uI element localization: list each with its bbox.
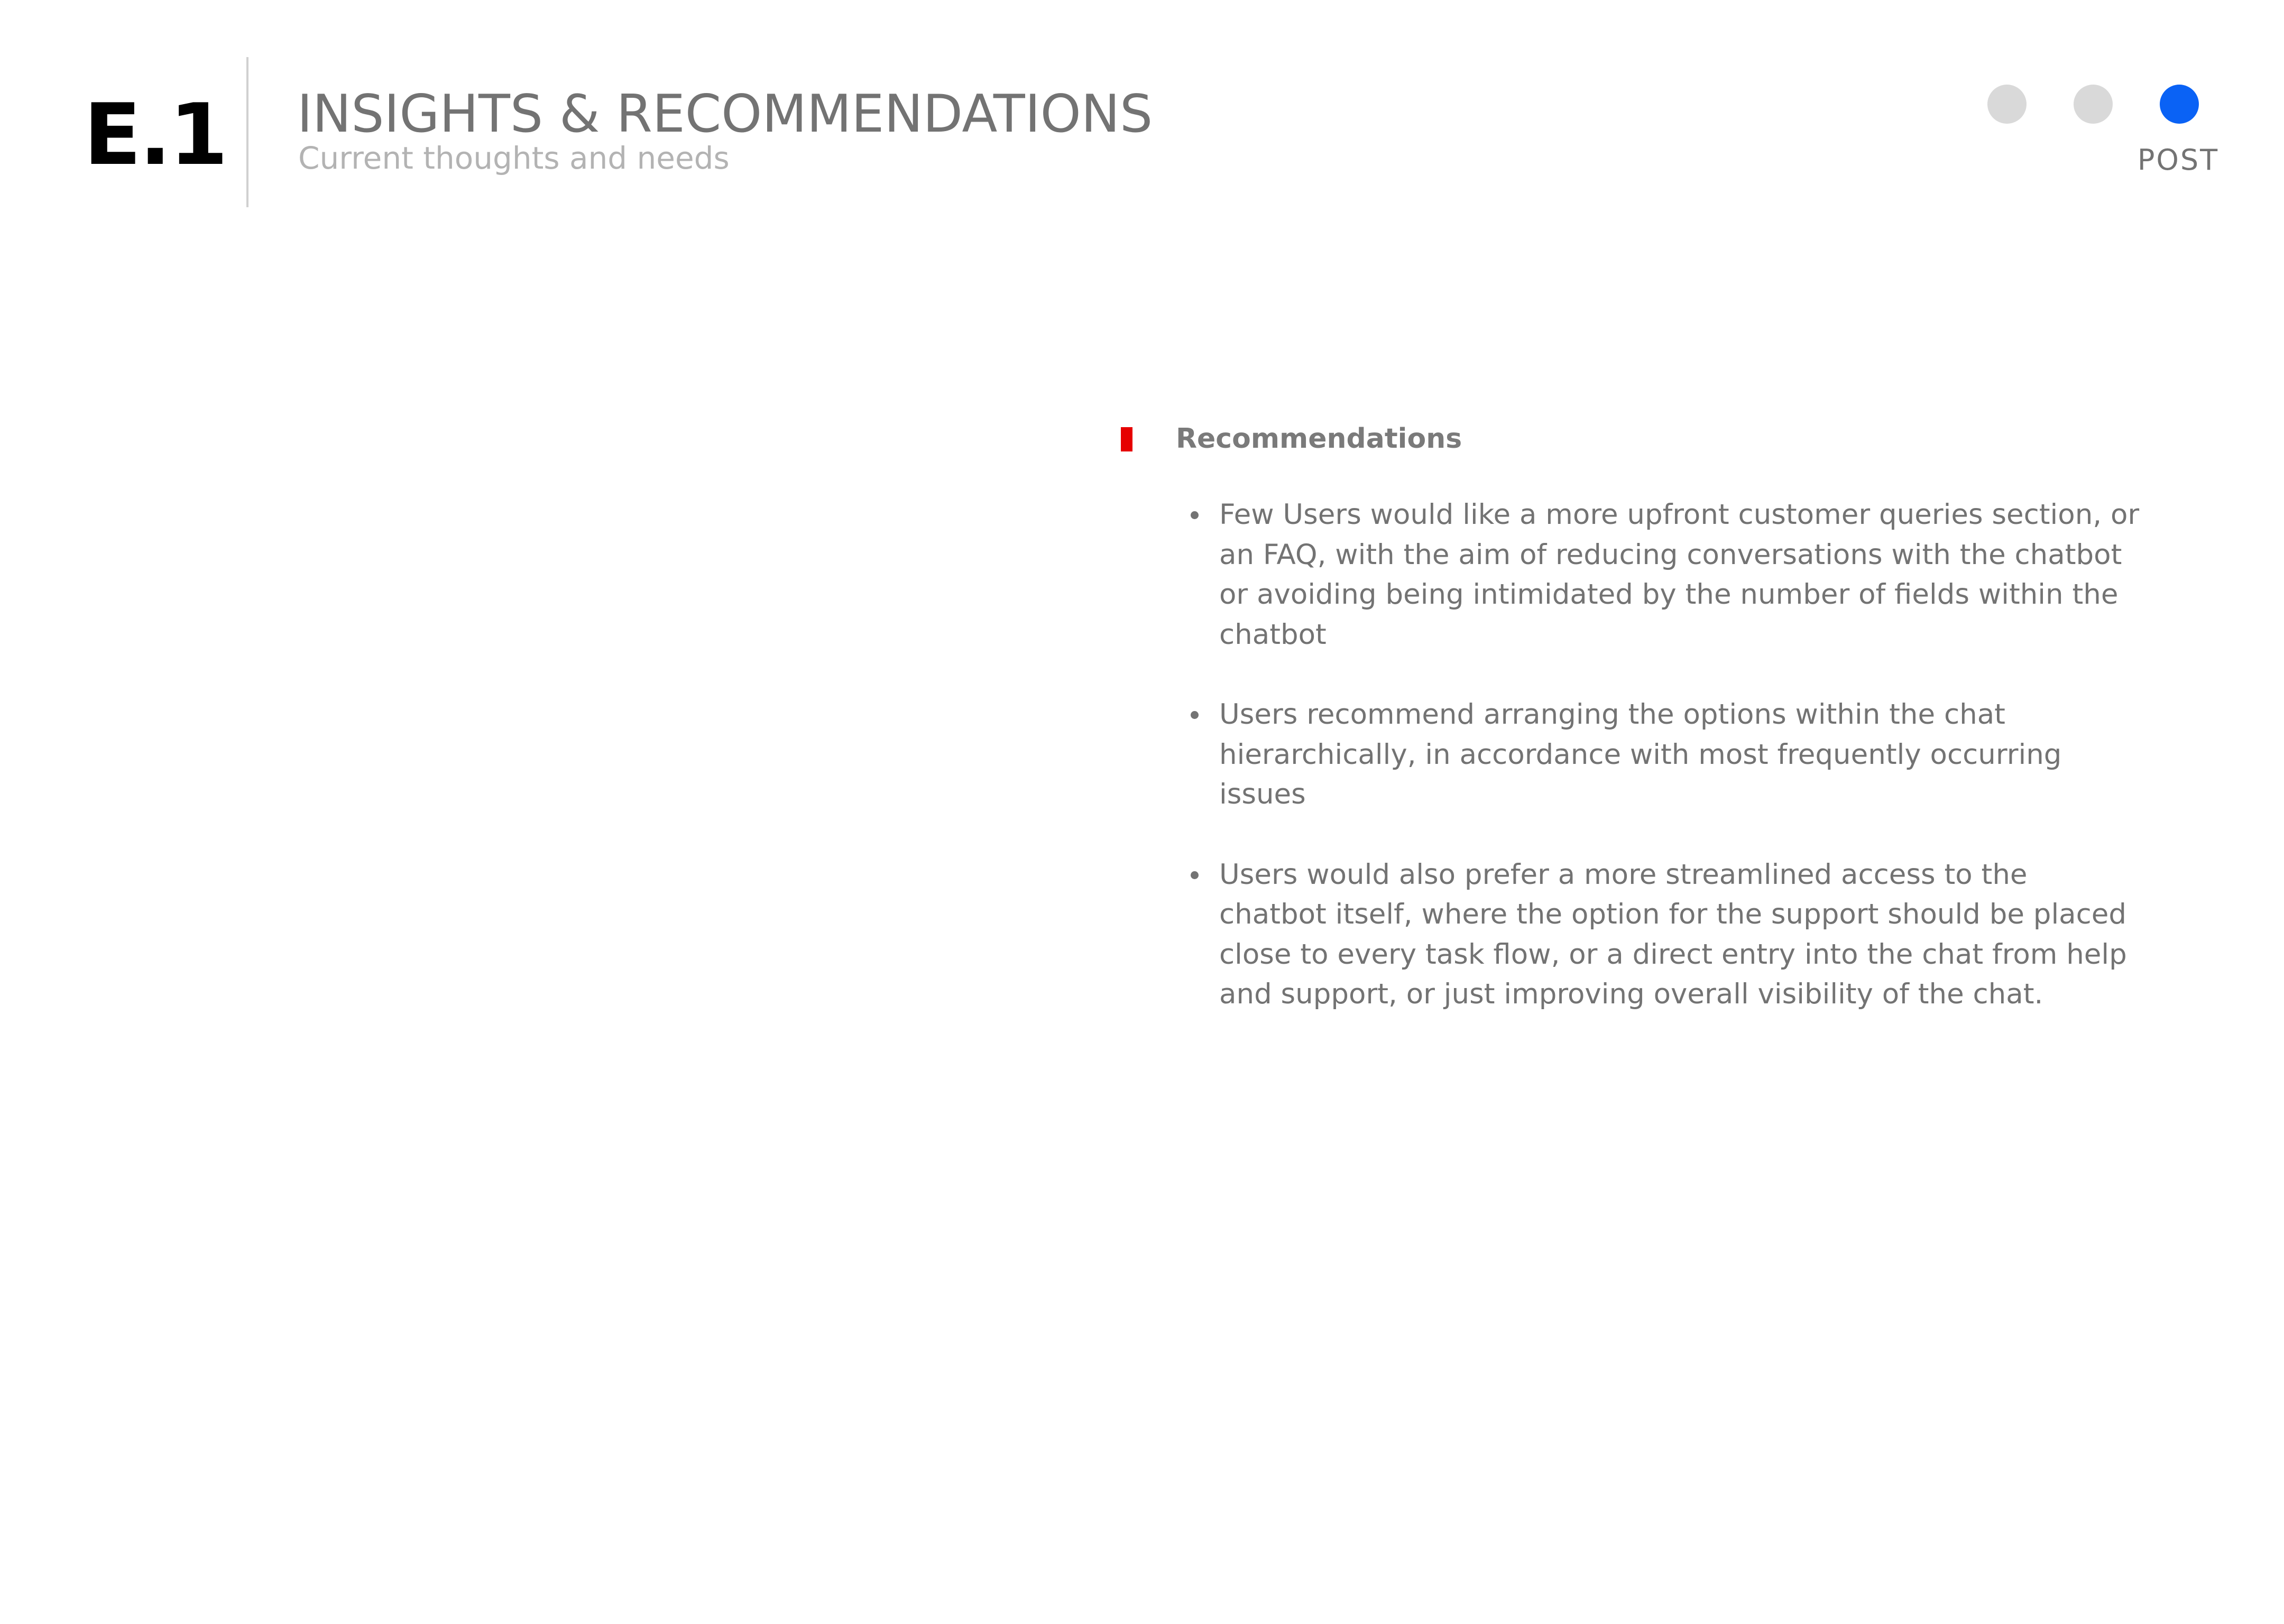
recommendation-text: Users would also prefer a more streamlined access to the chatbot itself, where the option for the support should be placed close to every task flow, or a direct entry into the chat from help and support, or just improving overall visibility of the chat. bbox=[1219, 858, 2127, 1010]
section-code: E.1 bbox=[84, 85, 226, 184]
recommendations-heading: Recommendations bbox=[1176, 423, 1462, 455]
progress-step-label: POST bbox=[2137, 143, 2219, 177]
recommendations-list bbox=[1190, 495, 2141, 1055]
page-title: INSIGHTS & RECOMMENDATIONS bbox=[297, 84, 1153, 144]
progress-step-1-dot bbox=[1987, 85, 2027, 124]
recommendation-text: Users recommend arranging the options within the chat hierarchically, in accordance with most frequently occurring issues bbox=[1219, 698, 2062, 810]
recommendation-item bbox=[1190, 695, 2141, 815]
progress-step-2-dot bbox=[2074, 85, 2113, 124]
progress-step-3-dot-active bbox=[2160, 85, 2199, 124]
header-divider bbox=[246, 57, 248, 207]
page-subtitle: Current thoughts and needs bbox=[298, 140, 730, 176]
recommendation-text: Few Users would like a more upfront customer queries section, or an FAQ, with the aim of reducing conversations with the chatbot or avoiding being intimidated by the number of fields within the chatbot bbox=[1219, 499, 2140, 651]
bullet-icon bbox=[1191, 511, 1199, 519]
bullet-icon bbox=[1191, 871, 1199, 879]
bullet-icon bbox=[1191, 711, 1199, 719]
recommendation-item bbox=[1190, 855, 2141, 1014]
recommendation-item bbox=[1190, 495, 2141, 654]
recommendations-marker bbox=[1121, 427, 1132, 451]
